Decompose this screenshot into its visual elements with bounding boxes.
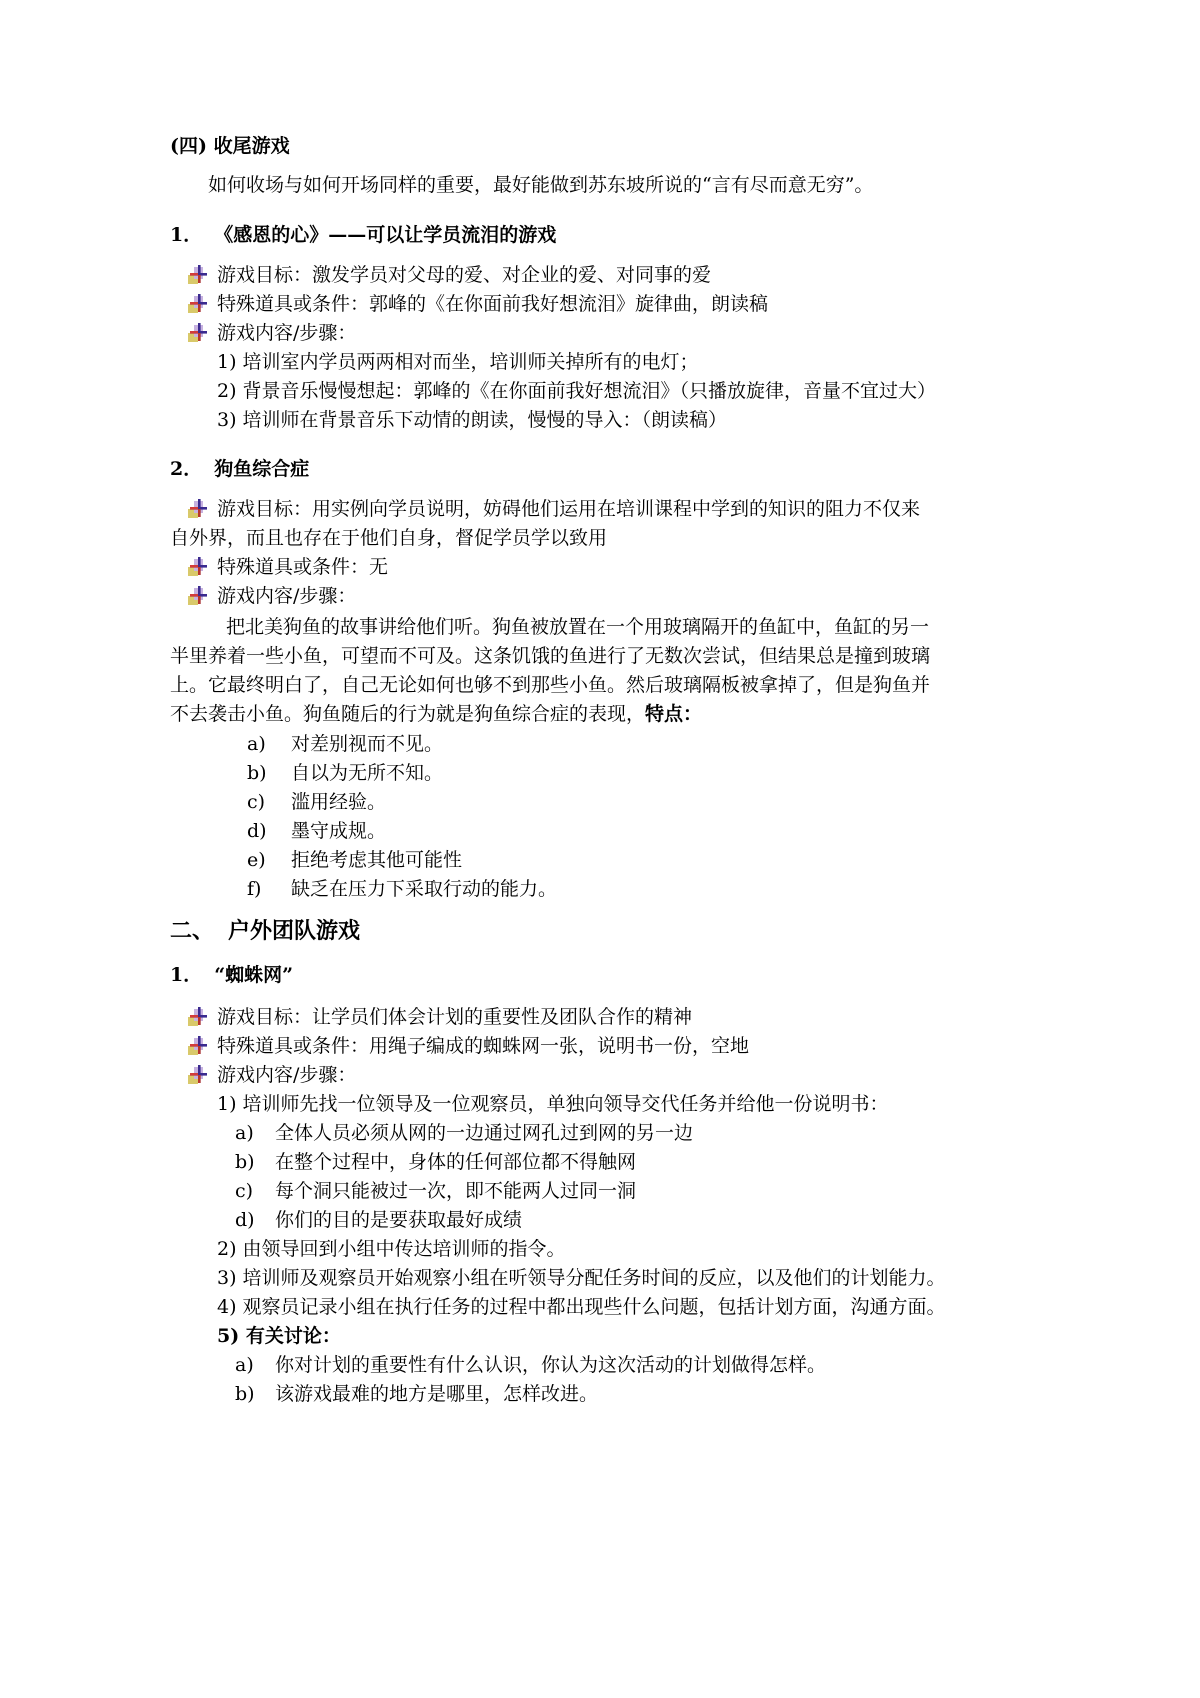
list-text: 你们的目的是要获取最好成绩 [275, 1209, 523, 1231]
step-item: 2) 由领导回到小组中传达培训师的指令。 [217, 1238, 566, 1260]
story-line-1: 把北美狗鱼的故事讲给他们听。狗鱼被放置在一个用玻璃隔开的鱼缸中，鱼缸的另一 [226, 616, 930, 638]
bullet-icon [187, 1035, 209, 1057]
list-item [247, 818, 386, 844]
props-bullet: 特殊道具或条件：用绳子编成的蜘蛛网一张，说明书一份，空地 [217, 1035, 750, 1057]
list-text: 拒绝考虑其他可能性 [291, 849, 463, 871]
goal-bullet-line1: 游戏目标：用实例向学员说明，妨碍他们运用在培训课程中学到的知识的阻力不仅来 [217, 498, 921, 520]
steps-bullet: 游戏内容/步骤： [217, 1064, 357, 1086]
heading-number: 1． [170, 964, 203, 986]
list-marker: b) [247, 762, 267, 784]
rule-item [235, 1149, 636, 1175]
list-text: 自以为无所不知。 [291, 762, 444, 784]
bullet-icon [187, 1064, 209, 1086]
goal-bullet: 游戏目标：激发学员对父母的爱、对企业的爱、对同事的爱 [217, 264, 712, 286]
list-text: 每个洞只能被过一次，即不能两人过同一洞 [275, 1180, 637, 1202]
heading-number: 2． [170, 458, 203, 480]
list-text: 滥用经验。 [291, 791, 387, 813]
props-bullet: 特殊道具或条件：无 [217, 556, 389, 578]
game-heading-1 [170, 222, 556, 248]
bullet-icon [187, 556, 209, 578]
game-heading-3 [170, 962, 293, 988]
list-text: 在整个过程中，身体的任何部位都不得触网 [275, 1151, 637, 1173]
list-marker: f) [247, 878, 262, 900]
list-text: 对差别视而不见。 [291, 733, 444, 755]
story-line-4 [170, 701, 702, 727]
list-text: 你对计划的重要性有什么认识，你认为这次活动的计划做得怎样。 [275, 1354, 827, 1376]
list-text: 该游戏最难的地方是哪里，怎样改进。 [275, 1383, 599, 1405]
bullet-icon [187, 264, 209, 286]
story-text: 不去袭击小鱼。狗鱼随后的行为就是狗鱼综合症的表现， [170, 703, 646, 725]
bullet-icon [187, 1006, 209, 1028]
chapter-title: 户外团队游戏 [228, 918, 361, 944]
heading-title: 狗鱼综合症 [214, 458, 310, 480]
list-item [247, 847, 462, 873]
list-marker: b) [235, 1383, 255, 1405]
list-marker: a) [235, 1354, 254, 1376]
list-marker: d) [247, 820, 267, 842]
step-item: 4) 观察员记录小组在执行任务的过程中都出现些什么问题，包括计划方面，沟通方面。 [217, 1296, 946, 1318]
list-text: 全体人员必须从网的一边通过网孔过到网的另一边 [275, 1122, 694, 1144]
goal-bullet: 游戏目标：让学员们体会计划的重要性及团队合作的精神 [217, 1006, 693, 1028]
section-heading: (四) 收尾游戏 [170, 135, 290, 157]
list-marker: b) [235, 1151, 255, 1173]
list-marker: d) [235, 1209, 255, 1231]
step-item: 1) 培训师先找一位领导及一位观察员，单独向领导交代任务并给他一份说明书： [217, 1093, 889, 1115]
list-marker: a) [247, 733, 266, 755]
story-line-2: 半里养着一些小鱼，可望而不可及。这条饥饿的鱼进行了无数次尝试，但结果总是撞到玻璃 [170, 645, 931, 667]
props-bullet: 特殊道具或条件：郭峰的《在你面前我好想流泪》旋律曲，朗读稿 [217, 293, 769, 315]
step-item: 3) 培训师在背景音乐下动情的朗读，慢慢的导入：（朗读稿） [217, 409, 728, 431]
bullet-icon [187, 322, 209, 344]
list-text: 墨守成规。 [291, 820, 387, 842]
chapter-number: 二、 [170, 918, 215, 944]
list-item [247, 760, 443, 786]
list-text: 缺乏在压力下采取行动的能力。 [291, 878, 558, 900]
list-item [247, 731, 443, 757]
game-heading-2 [170, 456, 309, 482]
heading-title: 《感恩的心》——可以让学员流泪的游戏 [214, 224, 557, 246]
steps-bullet: 游戏内容/步骤： [217, 585, 357, 607]
steps-bullet: 游戏内容/步骤： [217, 322, 357, 344]
intro-paragraph: 如何收场与如何开场同样的重要，最好能做到苏东坡所说的“言有尽而意无穷”。 [208, 174, 874, 196]
discussion-item [235, 1352, 826, 1378]
list-item [247, 876, 557, 902]
list-item [247, 789, 386, 815]
list-marker: e) [247, 849, 266, 871]
step-item: 2) 背景音乐慢慢想起：郭峰的《在你面前我好想流泪》（只播放旋律，音量不宜过大） [217, 380, 937, 402]
step-item: 1) 培训室内学员两两相对而坐，培训师关掉所有的电灯； [217, 351, 699, 373]
story-line-3: 上。它最终明白了，自己无论如何也够不到那些小鱼。然后玻璃隔板被拿掉了，但是狗鱼并 [170, 674, 931, 696]
bullet-icon [187, 585, 209, 607]
heading-title: “蜘蛛网” [214, 964, 294, 986]
rule-item [235, 1178, 636, 1204]
list-marker: c) [247, 791, 266, 813]
discussion-heading: 5) 有关讨论： [217, 1325, 341, 1347]
bullet-icon [187, 498, 209, 520]
discussion-item [235, 1381, 598, 1407]
chapter-heading [170, 916, 360, 946]
list-marker: c) [235, 1180, 254, 1202]
features-label: 特点： [645, 703, 703, 725]
step-item: 3) 培训师及观察员开始观察小组在听领导分配任务时间的反应，以及他们的计划能力。 [217, 1267, 946, 1289]
rule-item [235, 1207, 522, 1233]
heading-number: 1． [170, 224, 203, 246]
rule-item [235, 1120, 693, 1146]
list-marker: a) [235, 1122, 254, 1144]
bullet-icon [187, 293, 209, 315]
goal-bullet-line2: 自外界，而且也存在于他们自身，督促学员学以致用 [170, 527, 608, 549]
